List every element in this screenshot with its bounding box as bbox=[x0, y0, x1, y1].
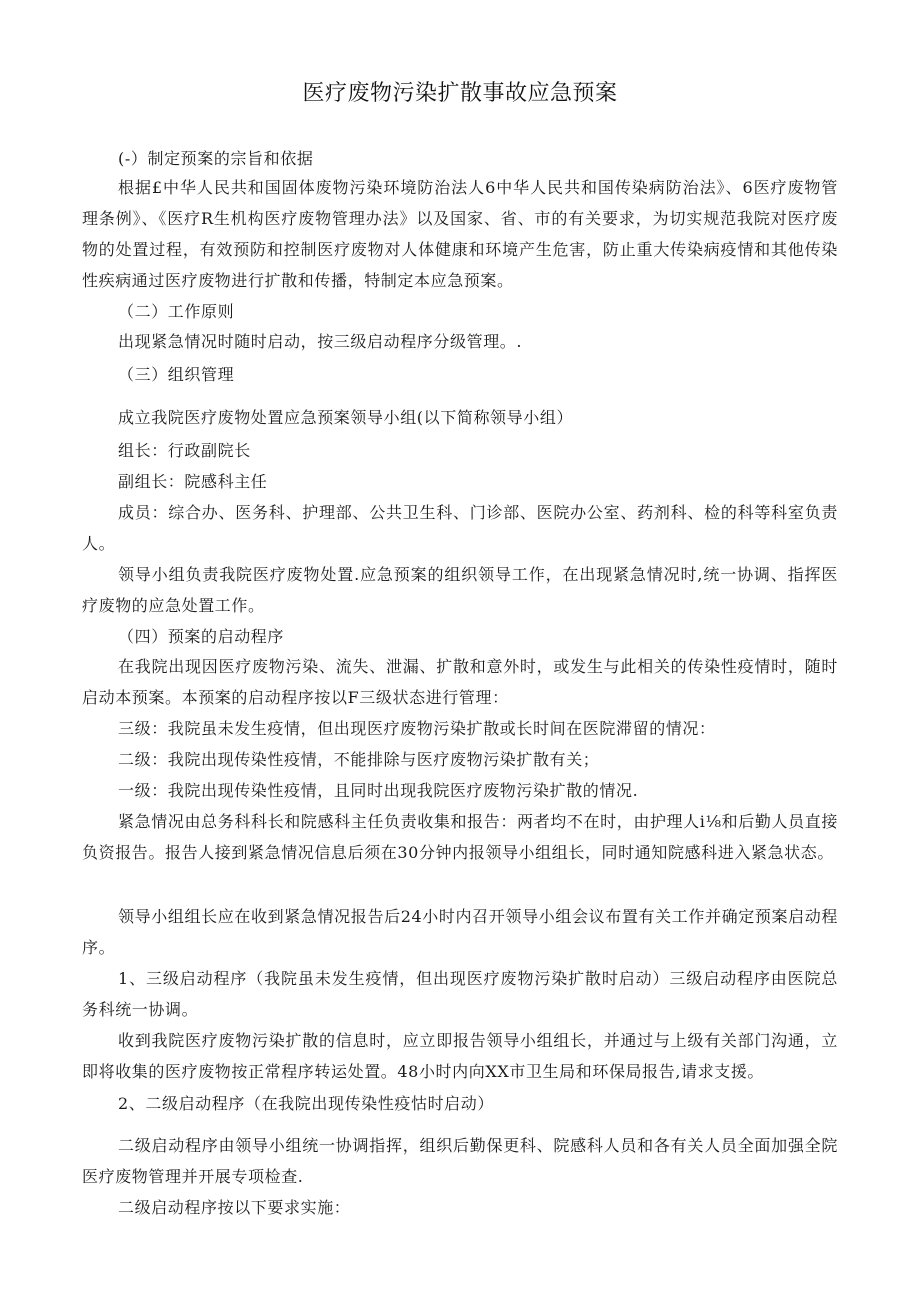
paragraph-group-leader: 组长：行政副院长 bbox=[118, 441, 251, 460]
paragraph-group-duty: 领导小组负责我院医疗废物处置.应急预案的组织领导工作，在出现紧急情况时,统一协调、指挥医疗废物的应急处置工作。 bbox=[82, 565, 838, 615]
paragraph-level-one: 一级：我院出现传染性疫情，且同时出现我院医疗废物污染扩散的情况. bbox=[118, 781, 639, 800]
section-heading-purpose: (-）制定预案的宗旨和依据 bbox=[118, 149, 314, 168]
paragraph-leading-group: 成立我院医疗废物处置应急预案领导小组(以下简称领导小组） bbox=[118, 408, 574, 427]
paragraph-level-two-action: 二级启动程序由领导小组统一协调指挥，组织后勤保更科、院感科人员和各有关人员全面加强全院医疗废物管理并开展专项检查. bbox=[82, 1136, 838, 1186]
paragraph-level-two: 二级：我院出现传染性疫情，不能排除与医疗废物污染扩散有关； bbox=[118, 750, 600, 769]
section-heading-organization: （三）组织管理 bbox=[118, 365, 235, 384]
section-heading-startup: （四）预案的启动程序 bbox=[118, 627, 285, 646]
paragraph-principle: 出现紧急情况时随时启动，按三级启动程序分级管理。. bbox=[118, 332, 523, 351]
paragraph-level-three-action: 收到我院医疗废物污染扩散的信息时，应立即报告领导小组组长，并通过与上级有关部门沟通，立即将收集的医疗废物按正常程序转运处置。48小时内向XX市卫生局和环保局报告,请求支援。 bbox=[82, 1031, 838, 1081]
paragraph-reporting: 紧急情况由总务科科长和院感科主任负责收集和报告：两者均不在时，由护理人i⅛和后勤人员直接负资报告。报告人接到紧急情况信息后须在30分钟内报领导小组组长，同时通知院感科进入紧急状态。 bbox=[82, 812, 838, 862]
paragraph-deputy-leader: 副组长：院感科主任 bbox=[118, 472, 268, 491]
section-heading-principle: （二）工作原则 bbox=[118, 302, 235, 321]
paragraph-meeting: 领导小组组长应在收到紧急情况报告后24小时内召开领导小组会议布置有关工作并确定预案启动程序。 bbox=[82, 907, 838, 957]
paragraph-basis: 根据£中华人民共和国固体废物污染环境防治法人6中华人民共和国传染病防治法》、6医疗废物管理条例》、《医疗R生机构医疗废物管理办法》以及国家、省、市的有关要求，为切实规范我院对医疗废物的处置过程，有效预防和控制医疗废物对人体健康和环境产生危害，防止重大传染病疫情和其他传染性疾病通过医疗废物进行扩散和传播，特制定本应急预案。 bbox=[82, 178, 838, 290]
paragraph-level-three-procedure: 1、三级启动程序（我院虽未发生疫情，但出现医疗废物污染扩散时启动）三级启动程序由医院总务科统一协调。 bbox=[82, 969, 838, 1019]
paragraph-level-three: 三级：我院虽未发生疫情，但出现医疗废物污染扩散或长时间在医院滞留的情况： bbox=[118, 719, 716, 738]
paragraph-level-two-procedure: 2、二级启动程序（在我院出现传染性疫怙时启动） bbox=[118, 1094, 494, 1113]
paragraph-level-two-requirements: 二级启动程序按以下要求实施： bbox=[118, 1198, 351, 1217]
paragraph-members: 成员：综合办、医务科、护理部、公共卫生科、门诊部、医院办公室、药剂科、检的科等科室负责人。 bbox=[82, 503, 838, 553]
paragraph-startup: 在我院出现因医疗废物污染、流失、泄漏、扩散和意外时，或发生与此相关的传染性疫情时，随时启动本预案。本预案的启动程序按以F三级状态进行管理： bbox=[82, 657, 838, 707]
document-title: 医疗废物污染扩散事故应急预案 bbox=[302, 81, 618, 106]
